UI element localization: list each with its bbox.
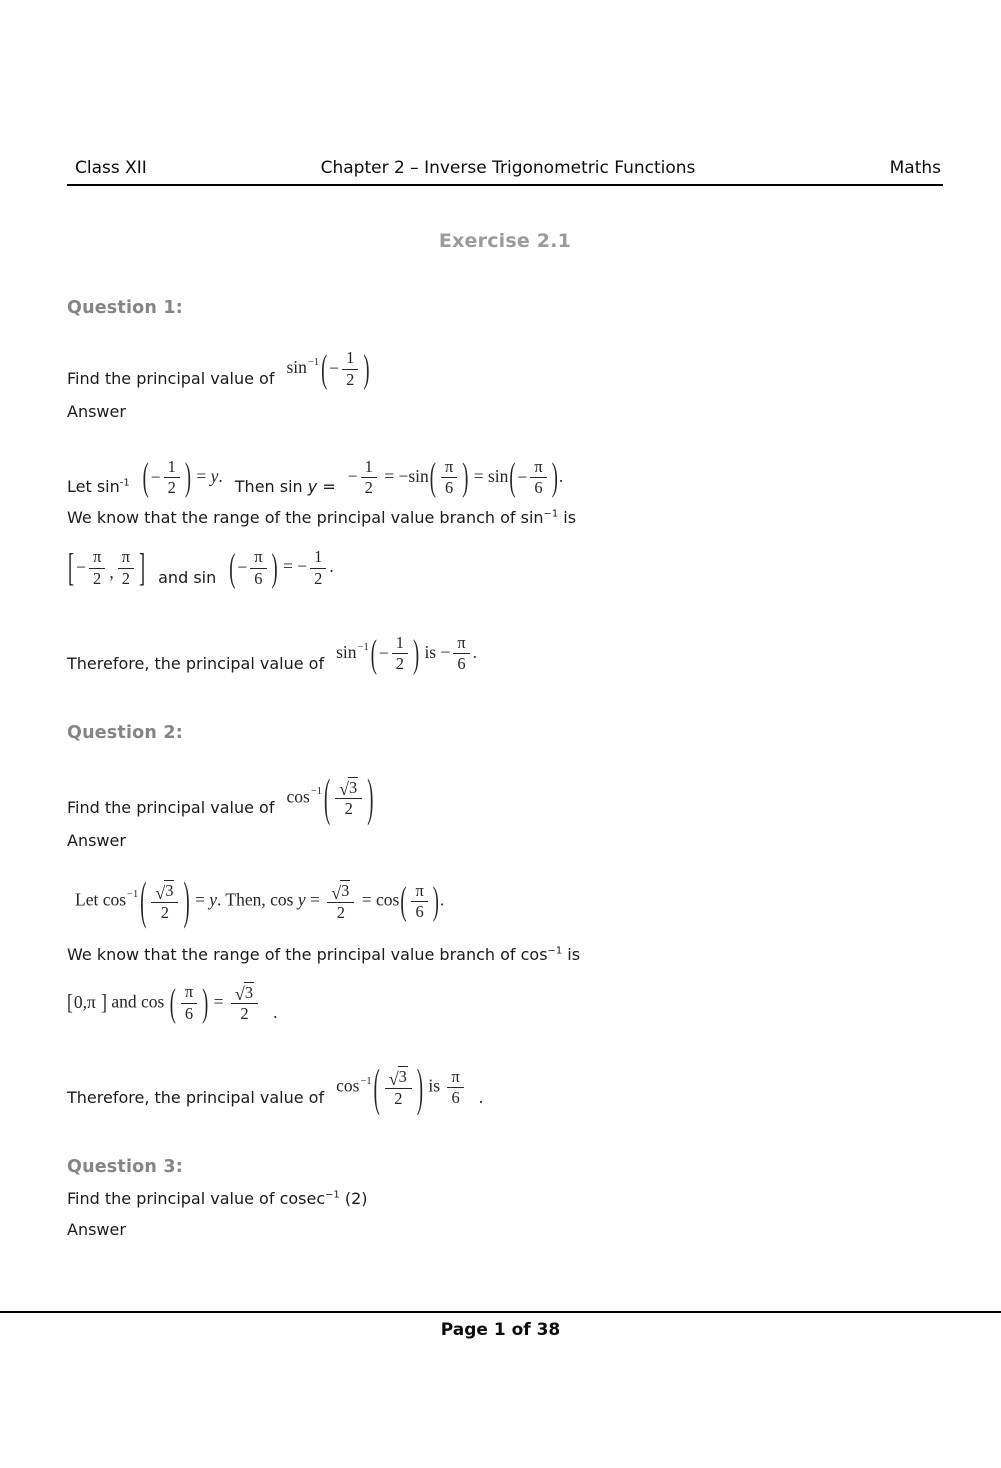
question-1-section (67, 298, 943, 675)
fraction-numerator: 1 (392, 633, 408, 655)
math-text: = (192, 465, 211, 486)
math-variable: y (209, 889, 217, 910)
sqrt-radicand: 3 (341, 881, 350, 901)
open-bracket-icon: [ (67, 989, 73, 1015)
math-text: 0,π (73, 992, 101, 1013)
sqrt-radicand: 3 (349, 777, 358, 797)
formula-neg-half-equals-y (142, 457, 223, 499)
paren-group (320, 348, 370, 390)
math-text: = (305, 889, 325, 910)
question-3-section (67, 1157, 943, 1239)
q2-answer-label: Answer (67, 831, 126, 851)
fraction-denominator: 2 (167, 478, 176, 498)
math-superscript: −1 (357, 641, 369, 653)
sqrt-icon: √ (339, 779, 350, 800)
math-superscript: −1 (360, 1075, 372, 1087)
fraction-numerator: π (447, 1067, 463, 1089)
q1-working-row (67, 457, 943, 499)
header-chapter-title: Chapter 2 – Inverse Trigonometric Functions (320, 158, 696, 178)
fraction-denominator: 2 (346, 369, 355, 389)
q1-range-text (67, 508, 943, 527)
question-1-heading: Question 1: (67, 298, 183, 318)
fraction-numerator (335, 777, 362, 800)
formula-sin-inverse-neg-half (286, 348, 370, 390)
math-fraction (164, 457, 180, 499)
sqrt-icon: √ (388, 1069, 399, 1090)
sqrt-icon: √ (155, 882, 166, 903)
math-group-content (177, 982, 201, 1024)
bracket-group (67, 547, 146, 589)
formula-cos-inverse-sqrt3-over-2 (286, 769, 374, 826)
q1-range-row (67, 547, 943, 589)
page-number: Page 1 of 38 (440, 1320, 561, 1340)
fraction-numerator: π (118, 547, 134, 569)
math-group-content (437, 457, 461, 499)
fraction-numerator (151, 880, 178, 903)
fraction-denominator: 2 (121, 568, 130, 588)
fraction-numerator: 1 (164, 457, 180, 479)
close-bracket-icon: ] (139, 546, 146, 590)
question-2-heading: Question 2: (67, 722, 183, 743)
close-paren-icon: ) (432, 879, 439, 923)
fraction-numerator: π (453, 633, 469, 655)
footer-divider (0, 1311, 1001, 1313)
formula-let-cos-identities (75, 872, 445, 929)
q3-answer-label: Answer (67, 1220, 126, 1239)
q1-let-prefix: Let sin (67, 477, 120, 497)
paren-group (370, 633, 420, 675)
math-fraction (327, 880, 354, 923)
math-text: is (424, 1075, 445, 1096)
math-text: − (76, 557, 86, 578)
math-fraction (89, 547, 105, 589)
fraction-numerator (231, 982, 258, 1005)
paren-group (228, 547, 278, 589)
paren-group (508, 457, 558, 499)
q1-answer-label: Answer (67, 401, 126, 421)
math-group-content (407, 881, 431, 923)
q3-find-text (67, 1189, 943, 1208)
paren-group (323, 769, 374, 826)
fraction-numerator: 1 (310, 547, 326, 569)
fraction-denominator: 6 (534, 478, 543, 498)
page-content (0, 158, 1001, 1239)
q1-let-superscript: -1 (119, 477, 130, 489)
q2-range-superscript: −1 (547, 945, 563, 957)
math-text: . Then, cos (217, 889, 298, 910)
paren-group (142, 457, 192, 499)
q2-working-row (67, 872, 943, 929)
formula-zero-pi-interval-cos (67, 982, 261, 1025)
math-text: = (209, 991, 228, 1012)
fraction-denominator: 2 (336, 902, 345, 922)
bracket-group (67, 989, 107, 1015)
fraction-numerator (385, 1066, 412, 1089)
close-paren-icon: ) (183, 872, 190, 929)
q1-statement-row (67, 348, 943, 390)
fraction-numerator: π (250, 547, 266, 569)
math-text: − (237, 557, 248, 578)
close-paren-icon: ) (271, 546, 278, 590)
math-text: − (329, 358, 340, 379)
math-group-content (150, 457, 184, 499)
q2-therefore-text: Therefore, the principal value of (67, 1088, 325, 1107)
open-paren-icon: ( (321, 346, 328, 390)
exercise-title: Exercise 2.1 (438, 230, 572, 252)
paren-group (139, 872, 190, 929)
math-superscript: −1 (310, 785, 322, 797)
q2-statement-row (67, 769, 943, 826)
fraction-numerator (327, 880, 354, 903)
paren-group (429, 457, 470, 499)
header-class: Class XII (75, 158, 147, 178)
math-group-content (75, 547, 138, 589)
math-text: sin (286, 356, 307, 377)
page-header (67, 158, 943, 186)
math-group-content (381, 1066, 416, 1109)
math-text: . (329, 556, 334, 577)
math-fraction (181, 982, 197, 1024)
fraction-numerator: π (441, 457, 457, 479)
fraction-numerator: π (530, 457, 546, 479)
q1-then-prefix: Then sin (234, 477, 308, 497)
question-3-heading: Question 3: (67, 1157, 183, 1177)
close-paren-icon: ) (363, 346, 370, 390)
q2-range-row (67, 982, 943, 1025)
math-text: = −sin (379, 465, 429, 486)
q3-find-tail: (2) (339, 1189, 368, 1208)
math-fraction (361, 457, 377, 499)
open-paren-icon: ( (169, 981, 176, 1025)
math-text: = sin (469, 465, 509, 486)
open-paren-icon: ( (142, 455, 149, 499)
math-fraction (231, 982, 258, 1025)
fraction-denominator: 6 (451, 1088, 460, 1108)
math-text: . (558, 465, 564, 486)
sqrt-icon: √ (331, 882, 342, 903)
formula-sin-neg-pi-6 (228, 547, 334, 589)
fraction-denominator: 6 (415, 902, 424, 922)
open-paren-icon: ( (509, 455, 516, 499)
fraction-denominator: 6 (444, 478, 454, 498)
paren-group (169, 982, 210, 1024)
open-paren-icon: ( (229, 546, 236, 590)
math-fraction (453, 633, 469, 675)
math-low-punctuation: , (109, 562, 114, 583)
open-bracket-icon: [ (68, 546, 75, 590)
math-fraction (118, 547, 134, 589)
q1-and-sin-text: and sin (158, 567, 217, 587)
formula-q1-principal-value (336, 633, 477, 675)
fraction-denominator: 6 (184, 1003, 194, 1023)
close-paren-icon: ) (367, 769, 374, 826)
math-fraction (385, 1066, 412, 1109)
open-paren-icon: ( (370, 631, 377, 675)
header-subject: Maths (889, 158, 941, 178)
q1-therefore-text: Therefore, the principal value of (67, 653, 325, 673)
math-text: cos (336, 1075, 360, 1096)
q2-range-tail: is (562, 944, 581, 964)
paren-group (399, 881, 440, 923)
fraction-denominator: 2 (395, 654, 404, 674)
math-text: . (218, 465, 223, 486)
math-text: − (347, 465, 358, 486)
math-text: − (517, 466, 528, 487)
math-text: . (472, 641, 478, 662)
q1-range-prefix: We know that the range of the principal value branch of sin (67, 508, 544, 528)
q2-range-text (67, 945, 943, 964)
open-paren-icon: ( (140, 872, 147, 929)
formula-neg-half-sin-identities (348, 457, 563, 499)
open-paren-icon: ( (373, 1059, 380, 1116)
fraction-denominator: 2 (240, 1004, 249, 1024)
math-group-content (147, 880, 182, 923)
q1-then-equals: = (317, 477, 336, 497)
math-text: = (190, 889, 210, 910)
formula-q2-principal-value (336, 1059, 467, 1116)
math-text: = cos (357, 889, 400, 910)
math-fraction (335, 777, 362, 820)
fraction-numerator: π (89, 547, 105, 569)
paren-group (373, 1059, 424, 1116)
math-group-content (236, 547, 270, 589)
q2-range-prefix: We know that the range of the principal value branch of cos (67, 944, 548, 964)
fraction-denominator: 2 (160, 902, 169, 922)
close-paren-icon: ) (551, 455, 558, 499)
math-text: Let cos (75, 889, 127, 910)
sqrt-icon: √ (234, 984, 245, 1005)
math-group-content (73, 994, 101, 1012)
math-variable: y (210, 465, 219, 486)
q1-then-text (235, 477, 336, 498)
q2-conclusion-row (67, 1059, 943, 1116)
math-group-content (331, 777, 366, 820)
page-footer (0, 1311, 1001, 1340)
fraction-numerator: π (181, 982, 197, 1004)
math-fraction (447, 1067, 463, 1109)
close-paren-icon: ) (184, 455, 191, 499)
math-text: − (378, 642, 389, 663)
open-paren-icon: ( (400, 879, 407, 923)
fraction-denominator: 2 (364, 478, 373, 498)
math-text: sin (336, 641, 357, 662)
close-paren-icon: ) (202, 981, 209, 1025)
q2-find-text: Find the principal value of (67, 798, 275, 818)
q1-let-text (67, 477, 130, 498)
question-2-section (67, 722, 943, 1116)
sqrt-radicand: 3 (398, 1067, 407, 1087)
math-fraction (441, 457, 457, 499)
math-text: cos (286, 785, 310, 806)
math-superscript: −1 (127, 889, 139, 901)
math-fraction (342, 348, 358, 390)
sqrt-radicand: 3 (244, 982, 254, 1002)
formula-principal-branch-interval (67, 547, 146, 589)
fraction-denominator: 6 (254, 568, 263, 588)
q3-find-prefix: Find the principal value of cosec (67, 1189, 326, 1208)
math-variable: y (297, 889, 306, 910)
math-superscript: −1 (307, 356, 320, 368)
math-group-content (328, 348, 362, 390)
math-group-content (517, 457, 551, 499)
q1-range-tail: is (558, 508, 577, 528)
fraction-numerator: π (411, 881, 427, 903)
q2-range-period: . (273, 1002, 278, 1023)
q1-range-superscript: −1 (543, 508, 559, 520)
close-bracket-icon: ] (101, 989, 107, 1015)
fraction-numerator: 1 (342, 348, 358, 370)
close-paren-icon: ) (416, 1059, 423, 1116)
math-group-content (378, 633, 412, 675)
fraction-denominator: 2 (344, 799, 353, 819)
math-text: is − (420, 641, 451, 662)
fraction-denominator: 6 (457, 654, 466, 674)
math-fraction (530, 457, 546, 499)
sqrt-radicand: 3 (165, 881, 174, 901)
math-fraction (310, 547, 326, 589)
math-text: . (439, 889, 445, 910)
q1-find-text: Find the principal value of (67, 368, 275, 388)
open-paren-icon: ( (323, 769, 331, 826)
math-text: and cos (107, 991, 169, 1012)
fraction-numerator: 1 (361, 457, 377, 479)
math-fraction (151, 880, 178, 923)
q2-value-period: . (478, 1087, 484, 1107)
math-fraction (411, 881, 427, 923)
math-fraction (250, 547, 266, 589)
math-text: − (150, 466, 161, 487)
open-paren-icon: ( (429, 455, 436, 499)
math-text: = − (278, 556, 308, 577)
close-paren-icon: ) (462, 455, 469, 499)
q1-conclusion-row (67, 633, 943, 675)
math-fraction (392, 633, 408, 675)
close-paren-icon: ) (412, 631, 420, 675)
fraction-denominator: 2 (394, 1088, 403, 1108)
fraction-denominator: 2 (93, 568, 102, 588)
italic-y: y (307, 477, 318, 497)
q3-find-superscript: −1 (325, 1189, 340, 1201)
fraction-denominator: 2 (314, 568, 323, 588)
